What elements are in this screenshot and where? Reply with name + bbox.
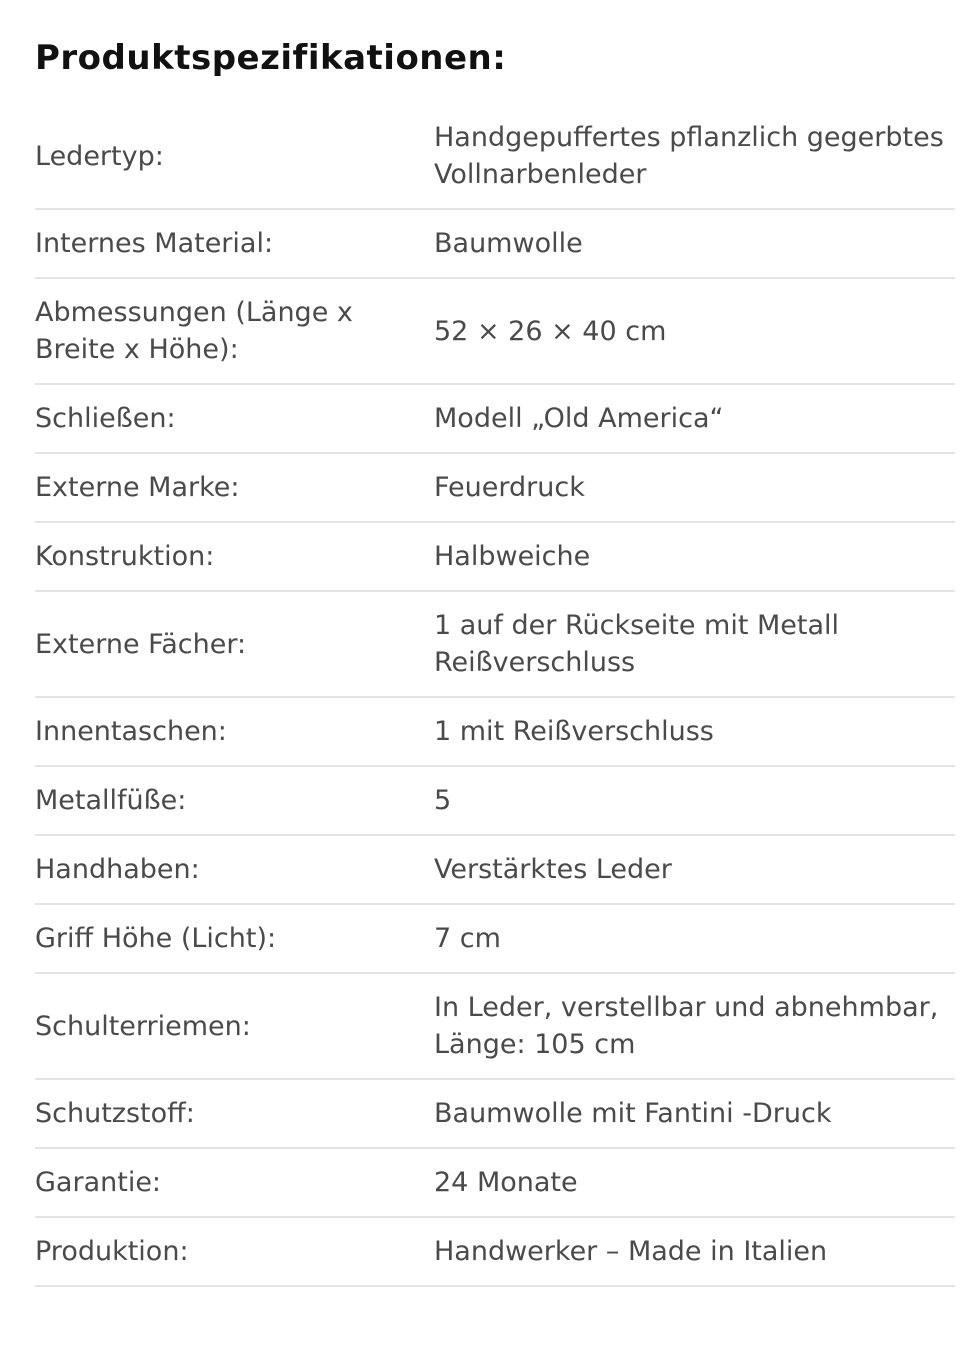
spec-row bbox=[35, 1149, 955, 1218]
spec-label: Schließen: bbox=[35, 403, 176, 434]
spec-label: Abmessungen (Länge x Breite x Höhe): bbox=[35, 297, 353, 365]
spec-row bbox=[35, 1080, 955, 1149]
spec-value: 52 × 26 × 40 cm bbox=[434, 315, 667, 347]
spec-label: Schulterriemen: bbox=[35, 1010, 251, 1042]
spec-value: 5 bbox=[434, 785, 452, 816]
spec-label: Konstruktion: bbox=[35, 541, 215, 572]
spec-row bbox=[35, 523, 955, 592]
spec-label: Handhaben: bbox=[35, 854, 200, 885]
spec-value: 7 cm bbox=[434, 923, 501, 954]
spec-row bbox=[35, 1218, 955, 1287]
spec-value: Handwerker – Made in Italien bbox=[434, 1236, 828, 1267]
spec-label: Griff Höhe (Licht): bbox=[35, 923, 277, 954]
spec-label: Externe Marke: bbox=[35, 472, 240, 503]
spec-label: Schutzstoff: bbox=[35, 1098, 195, 1129]
spec-label: Innentaschen: bbox=[35, 716, 227, 747]
spec-value: 1 mit Reißverschluss bbox=[434, 716, 714, 747]
spec-row bbox=[35, 836, 955, 905]
spec-value: Baumwolle bbox=[434, 228, 583, 259]
spec-value: Halbweiche bbox=[434, 541, 591, 572]
spec-value: 24 Monate bbox=[434, 1167, 578, 1198]
spec-value: Verstärktes Leder bbox=[434, 854, 672, 885]
spec-row bbox=[35, 104, 955, 210]
spec-value: Modell „Old America“ bbox=[434, 403, 724, 434]
spec-label: Internes Material: bbox=[35, 228, 274, 259]
spec-table bbox=[35, 104, 955, 1287]
spec-label: Metallfüße: bbox=[35, 785, 187, 816]
spec-value: Feuerdruck bbox=[434, 472, 585, 503]
spec-value: 1 auf der Rückseite mit Metall Reißverschluss bbox=[434, 610, 840, 678]
spec-row bbox=[35, 698, 955, 767]
spec-row bbox=[35, 974, 955, 1080]
spec-row bbox=[35, 767, 955, 836]
spec-label: Ledertyp: bbox=[35, 140, 164, 172]
page-title: Produktspezifikationen: bbox=[35, 38, 507, 78]
spec-label: Produktion: bbox=[35, 1236, 189, 1267]
spec-row bbox=[35, 385, 955, 454]
spec-value: Handgepuffertes pflanzlich gegerbtes Vollnarbenleder bbox=[434, 122, 944, 190]
spec-label: Garantie: bbox=[35, 1167, 162, 1198]
spec-row bbox=[35, 210, 955, 279]
spec-row bbox=[35, 279, 955, 385]
spec-row bbox=[35, 454, 955, 523]
spec-value: In Leder, verstellbar und abnehmbar, Länge: 105 cm bbox=[434, 992, 939, 1060]
spec-row bbox=[35, 905, 955, 974]
spec-row bbox=[35, 592, 955, 698]
spec-label: Externe Fächer: bbox=[35, 628, 247, 660]
spec-value: Baumwolle mit Fantini -Druck bbox=[434, 1098, 832, 1129]
